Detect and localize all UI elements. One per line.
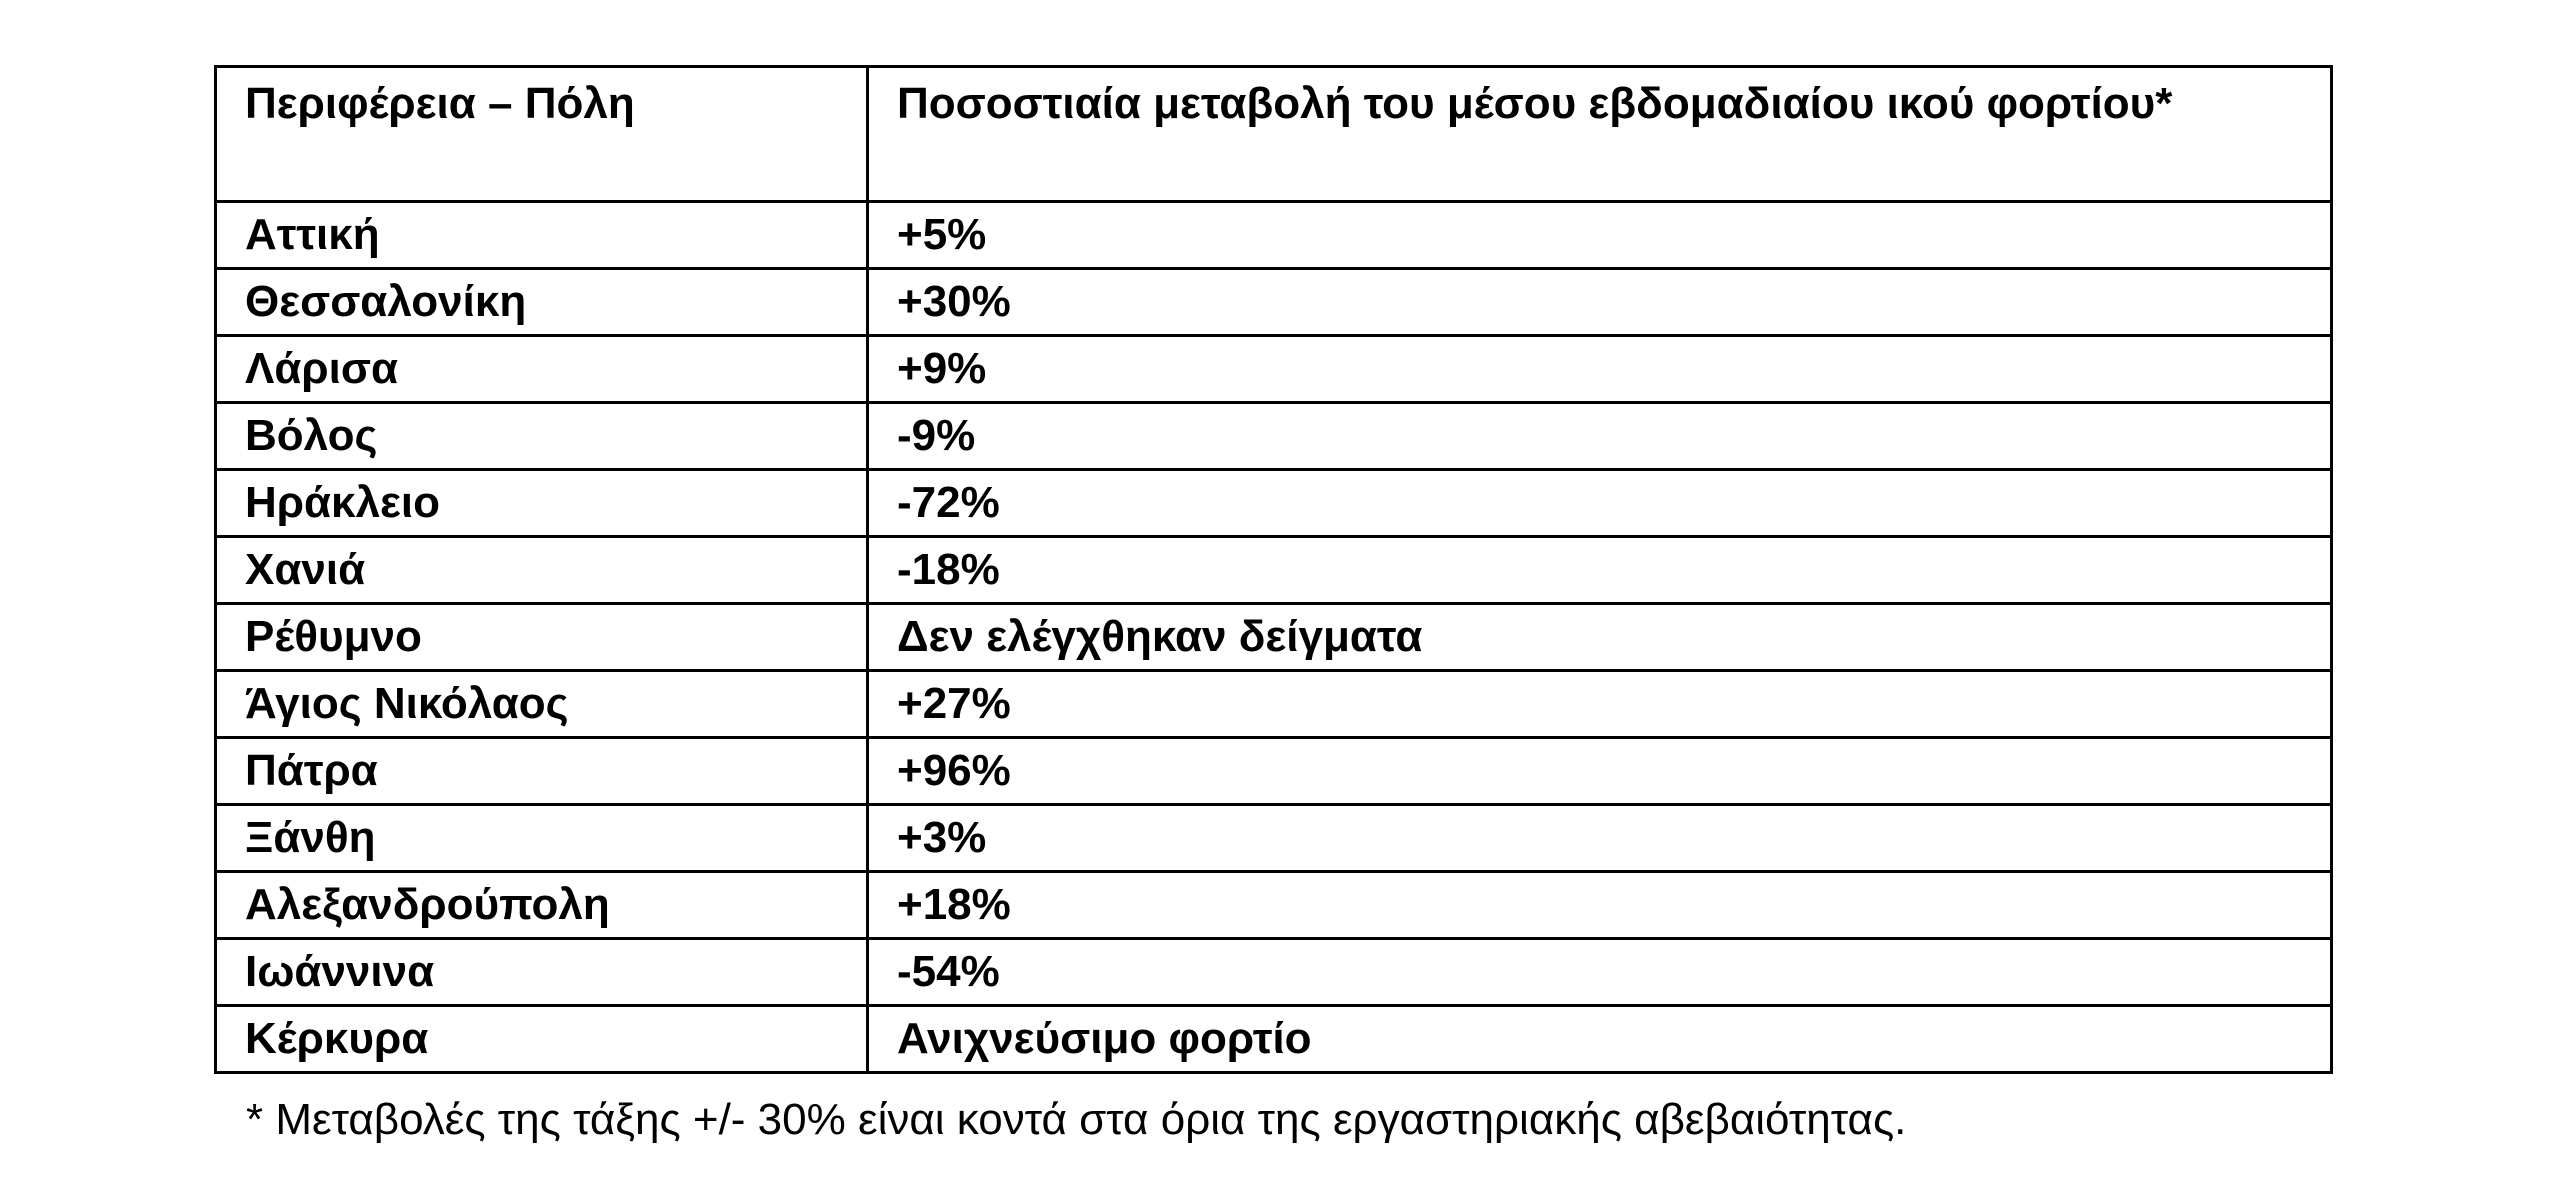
table-row: [216, 671, 2332, 738]
region-cell: Άγιος Νικόλαος: [216, 671, 868, 738]
change-cell: Ανιχνεύσιμο φορτίο: [868, 1006, 2332, 1073]
table-row: [216, 872, 2332, 939]
viral-load-table: [214, 65, 2333, 1074]
table-row: [216, 202, 2332, 269]
region-cell: Λάρισα: [216, 336, 868, 403]
table-row: [216, 403, 2332, 470]
table-row: [216, 738, 2332, 805]
region-cell: Αλεξανδρούπολη: [216, 872, 868, 939]
change-cell: -54%: [868, 939, 2332, 1006]
region-cell: Θεσσαλονίκη: [216, 269, 868, 336]
region-cell: Ρέθυμνο: [216, 604, 868, 671]
table-header-row: [216, 67, 2332, 202]
change-cell: -18%: [868, 537, 2332, 604]
change-cell: +9%: [868, 336, 2332, 403]
table-row: [216, 537, 2332, 604]
table-row: [216, 1006, 2332, 1073]
change-cell: +96%: [868, 738, 2332, 805]
table-row: [216, 805, 2332, 872]
table-row: [216, 939, 2332, 1006]
change-cell: +30%: [868, 269, 2332, 336]
table-row: [216, 470, 2332, 537]
region-cell: Βόλος: [216, 403, 868, 470]
header-percentage-change: Ποσοστιαία μεταβολή του μέσου εβδομαδιαίου ικού φορτίου*: [868, 67, 2332, 202]
region-cell: Χανιά: [216, 537, 868, 604]
change-cell: +5%: [868, 202, 2332, 269]
region-cell: Ιωάννινα: [216, 939, 868, 1006]
change-cell: +3%: [868, 805, 2332, 872]
table-row: [216, 604, 2332, 671]
region-cell: Πάτρα: [216, 738, 868, 805]
table-row: [216, 269, 2332, 336]
change-cell: -72%: [868, 470, 2332, 537]
table-footnote: * Μεταβολές της τάξης +/- 30% είναι κοντά στα όρια της εργαστηριακής αβεβαιότητας.: [246, 1095, 1907, 1144]
change-cell: +18%: [868, 872, 2332, 939]
change-cell: -9%: [868, 403, 2332, 470]
header-region-city: Περιφέρεια – Πόλη: [216, 67, 868, 202]
region-cell: Ξάνθη: [216, 805, 868, 872]
region-cell: Κέρκυρα: [216, 1006, 868, 1073]
region-cell: Αττική: [216, 202, 868, 269]
change-cell: Δεν ελέγχθηκαν δείγματα: [868, 604, 2332, 671]
table-row: [216, 336, 2332, 403]
region-cell: Ηράκλειο: [216, 470, 868, 537]
change-cell: +27%: [868, 671, 2332, 738]
